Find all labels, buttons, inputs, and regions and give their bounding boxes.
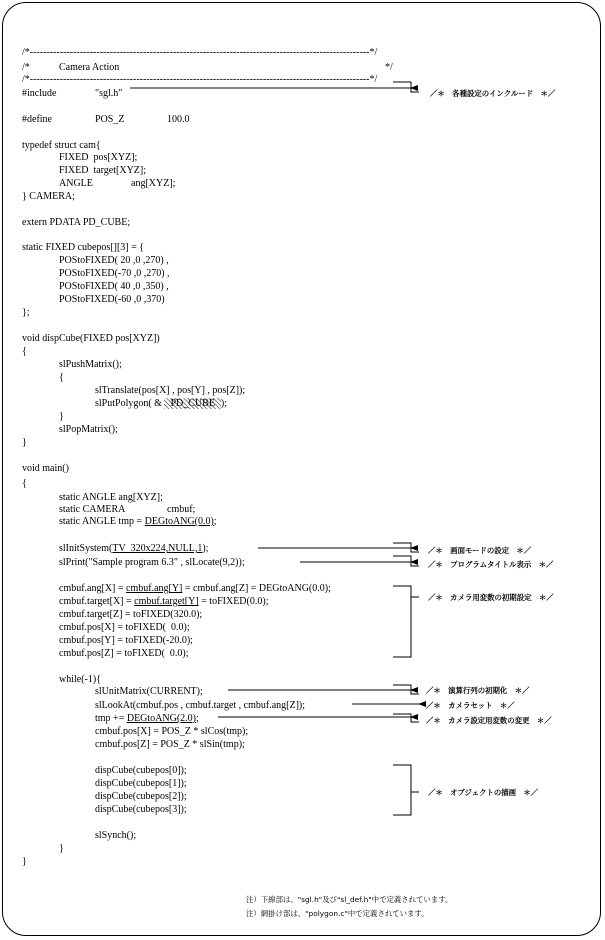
annotation-camera-change: ／＊ カメラ設定用変数の変更 ＊／ — [426, 716, 552, 725]
init-ang-line: cmbuf.ang[X] = cmbuf.ang[Y] = cmbuf.ang[Z] = DEGtoANG(0.0); — [59, 583, 331, 594]
init-system-call: slInitSystem(TV_320x224,NULL,1); — [59, 543, 209, 554]
brace-open: { — [59, 372, 64, 383]
bracket-object-draw — [393, 765, 411, 815]
synch-call: slSynch(); — [95, 830, 137, 841]
comment-top-line: /*------------------------------------------------------------------------------------------------------*/ — [22, 47, 378, 58]
annotation-title-display: ／＊ プログラムタイトル表示 ＊／ — [428, 560, 554, 569]
field-target: FIXED target[XYZ]; — [59, 165, 147, 176]
annotation-camera-set: ／＊ カメラセット ＊／ — [426, 701, 515, 710]
pos-z-update: cmbuf.pos[Z] = POS_Z * slSin(tmp); — [95, 739, 245, 750]
comment-title-close: */ — [385, 62, 393, 73]
comment-title: Camera Action — [59, 62, 120, 73]
include-directive: #include — [22, 88, 57, 99]
dispcube-call: dispCube(cubepos[1]); — [95, 778, 187, 789]
init-pos-x-line: cmbuf.pos[X] = toFIXED( 0.0); — [59, 622, 190, 633]
bracket-title — [393, 556, 419, 566]
init-pos-y-line: cmbuf.pos[Y] = toFIXED(-20.0); — [59, 635, 193, 646]
annotation-camera-init: ／＊ カメラ用変数の初期設定 ＊／ — [428, 593, 554, 602]
pos-x-update: cmbuf.pos[X] = POS_Z * slCos(tmp); — [95, 726, 249, 737]
include-file: "sgl.h" — [95, 88, 123, 99]
decl-tmp: static ANGLE tmp = DEGtoANG(0.0); — [59, 516, 217, 527]
brace-close: } — [22, 856, 27, 867]
extern-line: extern PDATA PD_CUBE; — [22, 217, 131, 228]
field-pos: FIXED pos[XYZ]; — [59, 152, 138, 163]
annotation-screen-mode: ／＊ 画面モードの設定 ＊／ — [428, 546, 532, 555]
annotation-object-draw: ／＊ オブジェクトの描画 ＊／ — [428, 788, 539, 797]
put-polygon-call: slPutPolygon( & PD_CUBE ); — [95, 398, 228, 409]
init-pos-z-line: cmbuf.pos[Z] = toFIXED( 0.0); — [59, 648, 189, 659]
annotation-include: ／＊ 各種設定のインクルード ＊／ — [430, 89, 556, 98]
cubepos-declaration: static FIXED cubepos[][3] = { — [22, 242, 145, 253]
comment-bottom-line: /*------------------------------------------------------------------------------------------------------*/ — [22, 74, 378, 85]
footnote-hatch: 注）網掛け部は、"polygon.c"中で定義されています。 — [246, 909, 429, 918]
define-name: POS_Z — [95, 114, 125, 125]
hatched-pd-cube: PD_CUBE — [164, 398, 220, 409]
field-ang-type: ANGLE — [59, 178, 93, 189]
translate-call: slTranslate(pos[X] , pos[Y] , pos[Z]); — [95, 385, 246, 396]
unit-matrix-call: slUnitMatrix(CURRENT); — [95, 686, 203, 697]
annotation-matrix-init: ／＊ 演算行列の初期化 ＊／ — [426, 686, 530, 695]
decl-ang: static ANGLE ang[XYZ]; — [59, 492, 163, 503]
pop-matrix-call: slPopMatrix(); — [59, 424, 118, 435]
bracket-camera-change — [393, 714, 419, 722]
while-loop: while(-1){ — [59, 674, 102, 685]
cubepos-row: POStoFIXED(-70 ,0 ,270) , — [59, 268, 170, 279]
dispcube-call: dispCube(cubepos[0]); — [95, 765, 187, 776]
dispcube-signature: void dispCube(FIXED pos[XYZ]) — [22, 333, 160, 344]
define-keyword: #define — [22, 114, 52, 125]
look-at-call: slLookAt(cmbuf.pos , cmbuf.target , cmbuf.ang[Z]); — [95, 700, 306, 711]
define-value: 100.0 — [167, 114, 190, 125]
brace-close: } — [59, 843, 64, 854]
print-call: slPrint("Sample program 6.3" , slLocate(9,2)); — [59, 557, 245, 568]
init-target-xy-line: cmbuf.target[X] = cmbuf.target[Y] = toFIXED(0.0); — [59, 596, 269, 607]
typedef-line: typedef struct cam{ — [22, 140, 101, 151]
bracket-include — [393, 82, 419, 92]
brace-close: } — [59, 411, 64, 422]
brace-open: { — [22, 346, 27, 357]
cubepos-row: POStoFIXED(-60 ,0 ,370) — [59, 294, 165, 305]
comment-title-open: /* — [22, 62, 30, 73]
typedef-end: } CAMERA; — [22, 191, 75, 202]
bracket-camera-init — [393, 586, 411, 657]
main-signature: void main() — [22, 463, 69, 474]
cubepos-row: POStoFIXED( 20 ,0 ,270) , — [59, 255, 169, 266]
cubepos-end: }; — [22, 307, 30, 318]
push-matrix-call: slPushMatrix(); — [59, 359, 122, 370]
dispcube-call: dispCube(cubepos[3]); — [95, 804, 187, 815]
tmp-increment: tmp += DEGtoANG(2.0); — [95, 713, 199, 724]
decl-camera-var: cmbuf; — [167, 504, 196, 515]
cubepos-row: POStoFIXED( 40 ,0 ,350) , — [59, 281, 169, 292]
field-ang: ang[XYZ]; — [131, 178, 176, 189]
init-target-z-line: cmbuf.target[Z] = toFIXED(320.0); — [59, 609, 203, 620]
footnote-underline: 注）下線部は、"sgl.h"及び"sl_def.h"中で定義されています。 — [246, 895, 453, 904]
brace-open: { — [22, 478, 27, 489]
dispcube-call: dispCube(cubepos[2]); — [95, 791, 187, 802]
brace-close: } — [22, 437, 27, 448]
decl-camera-type: static CAMERA — [59, 504, 126, 515]
